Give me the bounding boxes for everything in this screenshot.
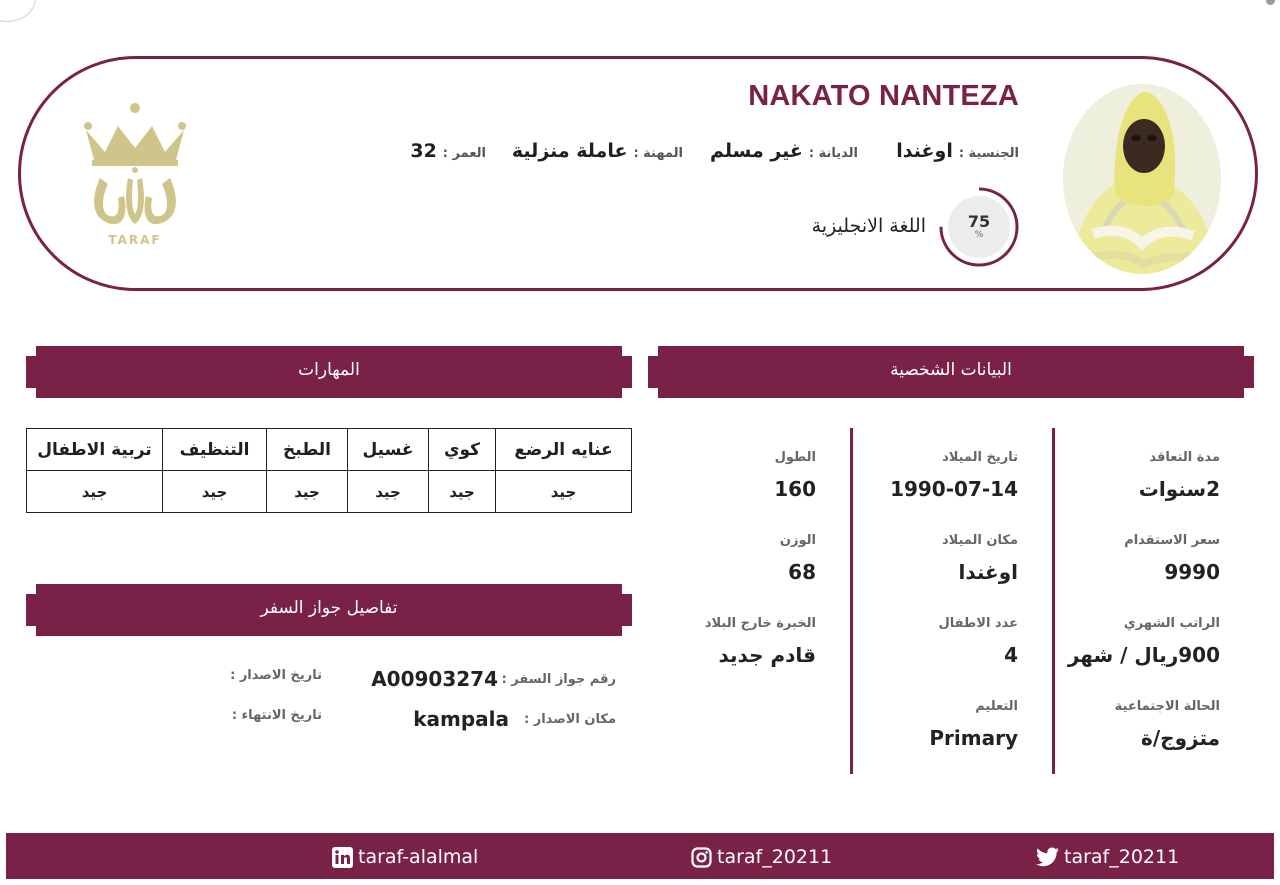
profession-label: المهنة : bbox=[633, 146, 683, 161]
english-language-label: اللغة الانجليزية bbox=[811, 215, 926, 237]
profession-value: عاملة منزلية bbox=[511, 140, 628, 162]
profession-row bbox=[512, 140, 683, 162]
field-value: 1990-07-14 bbox=[890, 477, 1018, 501]
nationality-label: الجنسية : bbox=[958, 146, 1019, 161]
field-value: 4 bbox=[1004, 643, 1018, 667]
corner-decoration bbox=[0, 0, 36, 22]
contract-duration-field bbox=[1139, 450, 1220, 501]
religion-value: غير مسلم bbox=[709, 140, 803, 162]
field-value: متزوج/ة bbox=[1141, 726, 1220, 750]
birth-date-field bbox=[890, 450, 1018, 501]
worker-name: NAKATO NANTEZA bbox=[748, 80, 1019, 112]
skill-header: كوي bbox=[429, 429, 496, 471]
issue-date-label: تاريخ الاصدار : bbox=[230, 668, 322, 683]
english-level-unit: % bbox=[974, 230, 984, 240]
skill-header: الطبخ bbox=[267, 429, 348, 471]
field-label: مدة التعاقد bbox=[1149, 450, 1220, 465]
passport-number-label: رقم جواز السفر : bbox=[501, 672, 616, 687]
linkedin-icon bbox=[332, 847, 353, 868]
field-value: 2سنوات bbox=[1138, 477, 1220, 501]
worker-photo bbox=[1063, 84, 1221, 274]
monthly-salary-field bbox=[1068, 616, 1220, 667]
field-label: الراتب الشهري bbox=[1123, 616, 1220, 631]
field-value: 160 bbox=[774, 477, 816, 501]
personal-data-title: البيانات الشخصية bbox=[890, 360, 1012, 380]
column-divider bbox=[850, 428, 853, 774]
issue-place-value: kampala bbox=[413, 707, 509, 731]
field-label: التعليم bbox=[975, 699, 1018, 714]
passport-number-value: A00903274 bbox=[371, 667, 498, 691]
skill-value: جيد bbox=[27, 471, 163, 513]
weight-field bbox=[780, 533, 816, 584]
passport-title: تفاصيل جواز السفر bbox=[260, 598, 398, 618]
skill-value: جيد bbox=[429, 471, 496, 513]
field-label: الحالة الاجتماعية bbox=[1114, 699, 1220, 714]
skill-value: جيد bbox=[267, 471, 348, 513]
religion-row bbox=[710, 140, 858, 162]
expiry-date-label: تاريخ الانتهاء : bbox=[231, 708, 322, 723]
twitter-handle: taraf_20211 bbox=[1064, 846, 1180, 868]
age-label: العمر : bbox=[442, 146, 486, 161]
instagram-link[interactable] bbox=[691, 846, 832, 868]
children-count-field bbox=[939, 616, 1019, 667]
field-value: قادم جديد bbox=[718, 643, 816, 667]
scroll-indicator[interactable] bbox=[1266, 0, 1275, 5]
logo-text: TARAF bbox=[108, 233, 162, 247]
skills-banner bbox=[26, 346, 632, 398]
field-value: Primary bbox=[929, 726, 1018, 750]
issue-place-label: مكان الاصدار : bbox=[524, 712, 616, 727]
english-level-value: 75 bbox=[967, 212, 991, 231]
field-label: مكان الميلاد bbox=[941, 533, 1018, 548]
age-value: 32 bbox=[410, 140, 437, 162]
education-field bbox=[929, 699, 1018, 750]
height-field bbox=[774, 450, 816, 501]
skill-value: جيد bbox=[348, 471, 429, 513]
nationality-value: اوغندا bbox=[896, 140, 953, 162]
linkedin-link[interactable] bbox=[332, 846, 478, 868]
instagram-icon bbox=[691, 847, 712, 868]
skill-value: جيد bbox=[163, 471, 267, 513]
skills-value-row bbox=[27, 471, 632, 513]
age-row bbox=[410, 140, 486, 162]
skill-header: عنايه الرضع bbox=[496, 429, 632, 471]
twitter-icon bbox=[1036, 847, 1059, 867]
skills-header-row bbox=[27, 429, 632, 471]
passport-banner bbox=[26, 584, 632, 636]
skills-table bbox=[26, 428, 632, 513]
field-label: سعر الاستقدام bbox=[1124, 533, 1220, 548]
field-label: عدد الاطفال bbox=[938, 616, 1018, 631]
skill-header: تربية الاطفال bbox=[27, 429, 163, 471]
linkedin-handle: taraf-alalmal bbox=[358, 846, 479, 868]
birth-place-field bbox=[942, 533, 1018, 584]
twitter-link[interactable] bbox=[1036, 846, 1179, 868]
nationality-row bbox=[896, 140, 1019, 162]
religion-label: الديانة : bbox=[808, 146, 858, 161]
skill-header: التنظيف bbox=[163, 429, 267, 471]
field-value: 9990 bbox=[1164, 560, 1220, 584]
column-divider bbox=[1052, 428, 1055, 774]
field-label: الخبرة خارج البلاد bbox=[704, 616, 816, 631]
field-label: الطول bbox=[774, 450, 816, 465]
skills-title: المهارات bbox=[298, 360, 360, 380]
field-label: تاريخ الميلاد bbox=[942, 450, 1018, 465]
skill-value: جيد bbox=[496, 471, 632, 513]
field-value: 900ريال / شهر bbox=[1067, 643, 1220, 667]
instagram-handle: taraf_20211 bbox=[717, 846, 833, 868]
personal-data-banner bbox=[648, 346, 1254, 398]
experience-abroad-field bbox=[705, 616, 816, 667]
skill-header: غسيل bbox=[348, 429, 429, 471]
field-value: اوغندا bbox=[958, 560, 1018, 584]
field-value: 68 bbox=[788, 560, 816, 584]
marital-status-field bbox=[1115, 699, 1220, 750]
field-label: الوزن bbox=[779, 533, 816, 548]
recruitment-price-field bbox=[1124, 533, 1220, 584]
taraf-logo bbox=[80, 100, 190, 250]
